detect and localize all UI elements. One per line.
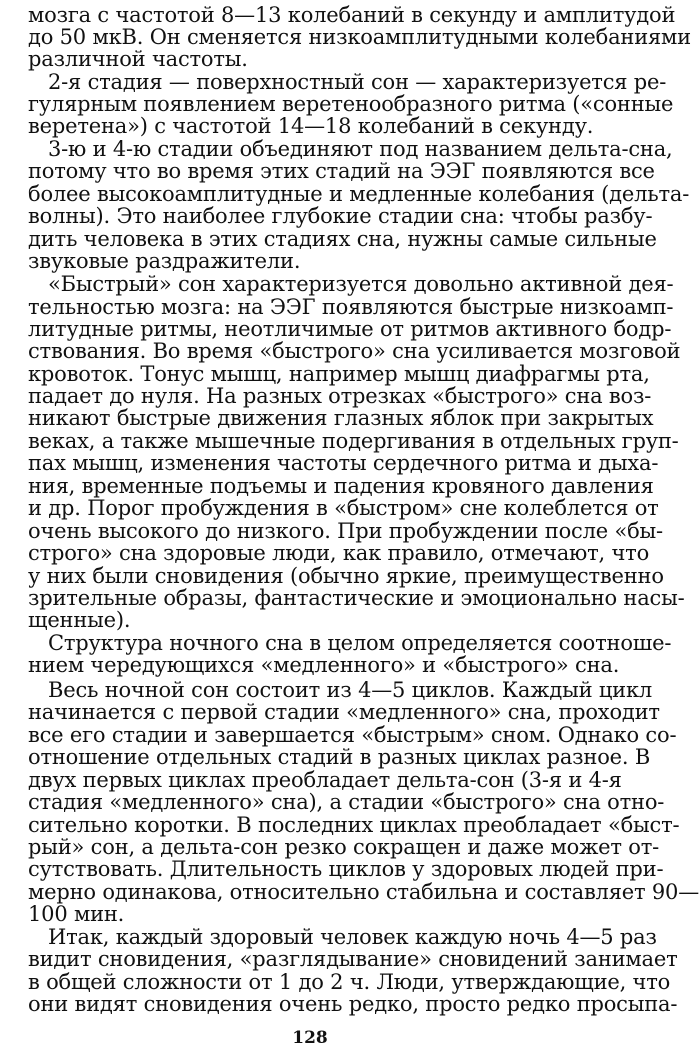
text-line: все его стадии и завершается «быстрым» сном. Однако со- xyxy=(28,723,677,747)
text-line: ния, временные подъемы и падения кровяного давления xyxy=(28,474,654,498)
text-line: тельностью мозга: на ЭЭГ появляются быстрые низкоамп- xyxy=(28,295,674,319)
text-line: 100 мин. xyxy=(28,902,125,926)
text-line: веках, а также мышечные подергивания в отдельных груп- xyxy=(28,429,679,453)
text-line: никают быстрые движения глазных яблок при закрытых xyxy=(28,406,654,430)
text-line: в общей сложности от 1 до 2 ч. Люди, утверждающие, что xyxy=(28,970,671,994)
text-line: они видят сновидения очень редко, просто редко просыпа- xyxy=(28,992,678,1016)
text-line: 2-я стадия — поверхностный сон — характеризуется ре- xyxy=(48,70,667,94)
text-line: Структура ночного сна в целом определяется соотноше- xyxy=(48,631,672,655)
text-line: пах мышц, изменения частоты сердечного ритма и дыха- xyxy=(28,451,659,475)
text-line: до 50 мкВ. Он сменяется низкоамплитудными колебаниями xyxy=(28,25,691,49)
text-line: веретена») с частотой 14—18 колебаний в секунду. xyxy=(28,114,594,138)
text-line: потому что во время этих стадий на ЭЭГ появляются все xyxy=(28,159,655,183)
text-line: стадия «медленного» сна), а стадии «быстрого» сна отно- xyxy=(28,790,665,814)
text-line: волны). Это наиболее глубокие стадии сна: чтобы разбу- xyxy=(28,204,653,228)
text-line: очень высокого до низкого. При пробуждении после «бы- xyxy=(28,519,663,543)
text-line: щенные). xyxy=(28,608,131,632)
text-line: рый» сон, а дельта-сон резко сокращен и даже может от- xyxy=(28,835,660,859)
text-line: нием чередующихся «медленного» и «быстрого» сна. xyxy=(28,653,620,677)
text-line: отношение отдельных стадий в разных циклах разное. В xyxy=(28,745,651,769)
text-line: различной частоты. xyxy=(28,47,248,71)
text-line: двух первых циклах преобладает дельта-сон (3-я и 4-я xyxy=(28,768,622,792)
text-line: Весь ночной сон состоит из 4—5 циклов. Каждый цикл xyxy=(48,678,653,702)
text-line: зрительные образы, фантастические и эмоционально насы- xyxy=(28,586,685,610)
text-line: «Быстрый» сон характеризуется довольно активной дея- xyxy=(48,272,674,296)
text-line: мозга с частотой 8—13 колебаний в секунду и амплитудой xyxy=(28,3,676,27)
text-line: строго» сна здоровые люди, как правило, отмечают, что xyxy=(28,541,650,565)
text-line: кровоток. Тонус мышц, например мышц диафрагмы рта, xyxy=(28,362,650,386)
text-line: ствования. Во время «быстрого» сна усиливается мозговой xyxy=(28,339,681,363)
text-line: у них были сновидения (обычно яркие, преимущественно xyxy=(28,564,664,588)
text-line: звуковые раздражители. xyxy=(28,249,301,273)
text-line: более высокоамплитудные и медленные колебания (дельта- xyxy=(28,182,690,206)
text-line: дить человека в этих стадиях сна, нужны самые сильные xyxy=(28,227,657,251)
page-number: 128 xyxy=(292,1028,328,1048)
text-line: гулярным появлением веретенообразного ритма («сонные xyxy=(28,92,674,116)
text-line: падает до нуля. На разных отрезках «быстрого» сна воз- xyxy=(28,384,652,408)
text-line: сительно коротки. В последних циклах преобладает «быст- xyxy=(28,813,680,837)
text-line: сутствовать. Длительность циклов у здоровых людей при- xyxy=(28,857,664,881)
text-line: литудные ритмы, неотличимые от ритмов активного бодр- xyxy=(28,317,672,341)
text-line: Итак, каждый здоровый человек каждую ночь 4—5 раз xyxy=(48,925,657,949)
text-line: и др. Порог пробуждения в «быстром» сне колеблется от xyxy=(28,496,659,520)
text-line: 3-ю и 4-ю стадии объединяют под названием дельта-сна, xyxy=(48,137,673,161)
text-line: начинается с первой стадии «медленного» сна, проходит xyxy=(28,700,660,724)
text-line: мерно одинакова, относительно стабильна и составляет 90— xyxy=(28,880,699,904)
text-line: видит сновидения, «разглядывание» сновидений занимает xyxy=(28,947,678,971)
